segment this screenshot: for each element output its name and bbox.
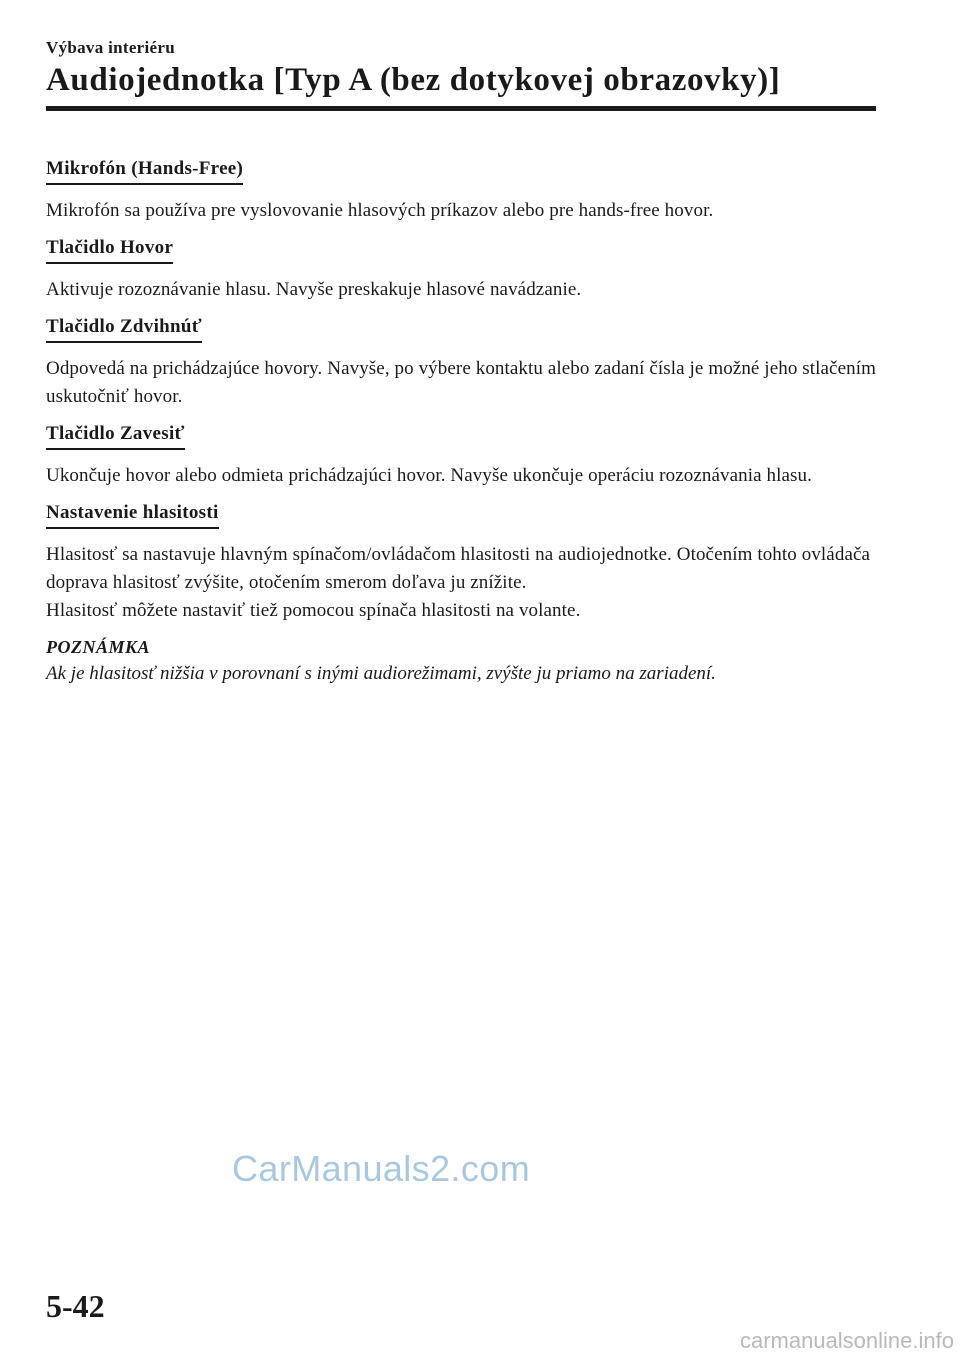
watermark-logo: CarManuals2.com: [232, 1148, 531, 1189]
section-heading: Tlačidlo Hovor: [46, 237, 173, 264]
section-heading: Tlačidlo Zdvihnúť: [46, 316, 202, 343]
section-heading: Tlačidlo Zavesiť: [46, 423, 185, 450]
section-paragraph: Hlasitosť sa nastavuje hlavným spínačom/ovládačom hlasitosti na audiojednotke. Otočením tohto ovládača doprava hlasitosť zvýšite, otočením smerom doľava ju znížite.: [46, 544, 871, 593]
section-paragraph: Odpovedá na prichádzajúce hovory. Navyše, po výbere kontaktu alebo zadaní čísla je možné jeho stlačením uskutočniť hovor.: [46, 358, 876, 407]
section-volume: [46, 502, 876, 625]
section-paragraph: Aktivuje rozoznávanie hlasu. Navyše preskakuje hlasové navádzanie.: [46, 279, 582, 300]
note-block: [46, 637, 876, 688]
note-title: POZNÁMKA: [46, 637, 151, 657]
note-text: Ak je hlasitosť nižšia v porovnaní s inými audiorežimami, zvýšte ju priamo na zariadení.: [46, 663, 716, 684]
section-paragraph: Hlasitosť môžete nastaviť tiež pomocou spínača hlasitosti na volante.: [46, 600, 581, 621]
section-talk-button: [46, 237, 876, 304]
section-heading: Nastavenie hlasitosti: [46, 502, 219, 529]
footer-watermark: carmanualsonline.info: [739, 1328, 954, 1353]
section-pick-up-button: [46, 316, 876, 411]
page-title: Audiojednotka [Typ A (bez dotykovej obrazovky)]: [46, 62, 781, 98]
section-label: Výbava interiéru: [46, 38, 175, 57]
section-paragraph: Ukončuje hovor alebo odmieta prichádzajúci hovor. Navyše ukončuje operáciu rozoznávania hlasu.: [46, 465, 812, 486]
page-header: [46, 38, 876, 111]
page-number: 5-42: [46, 1288, 105, 1324]
section-heading: Mikrofón (Hands-Free): [46, 158, 243, 185]
section-paragraph: Mikrofón sa používa pre vyslovovanie hlasových príkazov alebo pre hands-free hovor.: [46, 200, 714, 221]
header-divider: [46, 106, 876, 111]
page-content: [46, 158, 876, 688]
section-microphone: [46, 158, 876, 225]
section-hang-up-button: [46, 423, 876, 490]
